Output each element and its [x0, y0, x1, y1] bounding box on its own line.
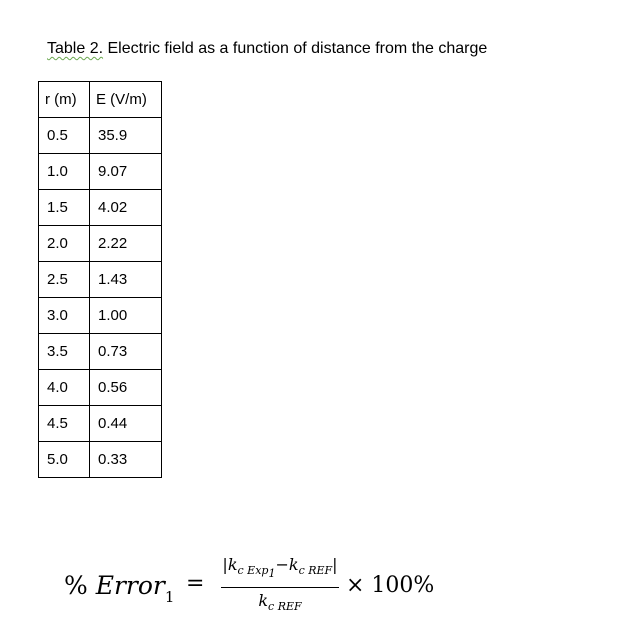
cell-e: 2.22 — [90, 226, 162, 262]
cell-r: 1.5 — [39, 190, 90, 226]
formula-times-100: × 100% — [346, 573, 435, 598]
denominator-sub-ref: c REF — [268, 600, 302, 614]
table-header-row — [39, 82, 162, 118]
column-header-r: r (m) — [39, 82, 90, 118]
cell-e: 4.02 — [90, 190, 162, 226]
table-row — [39, 370, 162, 406]
numerator-sub-ref: c REF — [298, 564, 333, 578]
cell-e: 9.07 — [90, 154, 162, 190]
numerator-minus-k: −k — [275, 555, 299, 574]
cell-e: 1.00 — [90, 298, 162, 334]
numerator-abs-close: | — [332, 555, 338, 574]
cell-r: 0.5 — [39, 118, 90, 154]
table-caption-label: Table 2. — [47, 40, 104, 57]
formula-error-word: Error — [95, 571, 165, 600]
formula-fraction — [221, 555, 339, 618]
cell-r: 1.0 — [39, 154, 90, 190]
cell-r: 2.5 — [39, 262, 90, 298]
cell-e: 0.56 — [90, 370, 162, 406]
table-row — [39, 262, 162, 298]
cell-e: 0.73 — [90, 334, 162, 370]
numerator-abs-open: |k — [222, 555, 238, 574]
table-row — [39, 226, 162, 262]
cell-r: 3.5 — [39, 334, 90, 370]
denominator-k: k — [258, 591, 269, 611]
table-row — [39, 298, 162, 334]
formula-numerator — [221, 555, 339, 584]
table-caption — [47, 40, 487, 58]
cell-r: 4.5 — [39, 406, 90, 442]
table-row — [39, 442, 162, 478]
cell-e: 1.43 — [90, 262, 162, 298]
table-row — [39, 154, 162, 190]
cell-r: 2.0 — [39, 226, 90, 262]
formula-error-index: 1 — [164, 588, 175, 606]
cell-r: 5.0 — [39, 442, 90, 478]
fraction-bar — [221, 587, 339, 588]
formula-denominator — [221, 591, 339, 617]
formula-equals: = — [186, 571, 205, 596]
cell-r: 4.0 — [39, 370, 90, 406]
formula-lhs — [64, 571, 174, 606]
table-row — [39, 406, 162, 442]
table-row — [39, 334, 162, 370]
column-header-e: E (V/m) — [90, 82, 162, 118]
table-row — [39, 190, 162, 226]
numerator-sub-exp-index: 1 — [268, 567, 276, 581]
table-row — [39, 118, 162, 154]
cell-r: 3.0 — [39, 298, 90, 334]
numerator-sub-exp: c Exp — [237, 564, 269, 578]
cell-e: 0.44 — [90, 406, 162, 442]
table-caption-text: Electric field as a function of distance from the charge — [103, 40, 488, 57]
formula-percent: % — [64, 571, 96, 600]
cell-e: 0.33 — [90, 442, 162, 478]
cell-e: 35.9 — [90, 118, 162, 154]
data-table — [38, 81, 162, 478]
